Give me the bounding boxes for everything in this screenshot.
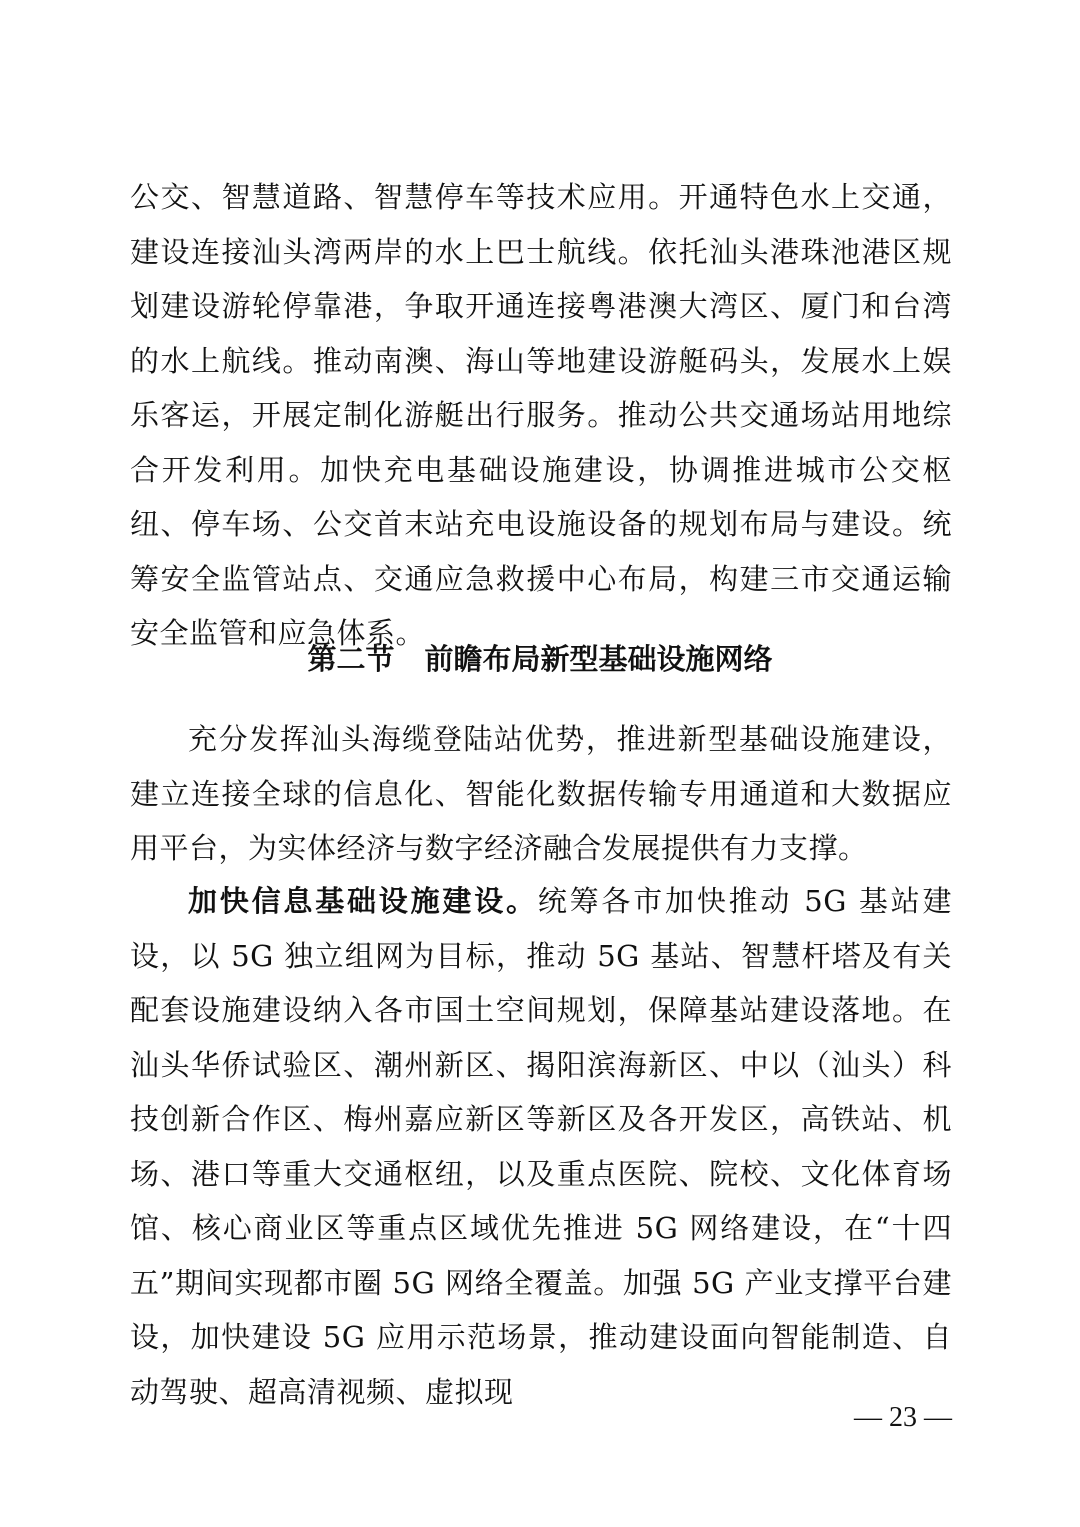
paragraph-info-infrastructure	[130, 874, 952, 1419]
section-label: 第二节	[307, 642, 395, 676]
section-title: 前瞻布局新型基础设施网络	[424, 642, 773, 676]
paragraph-lead-heading: 加快信息基础设施建设。	[188, 884, 538, 918]
paragraph-intro: 充分发挥汕头海缆登陆站优势，推进新型基础设施建设，建立连接全球的信息化、智能化数据传输专用通道和大数据应用平台，为实体经济与数字经济融合发展提供有力支撑。	[130, 722, 952, 865]
page-number: — 23 —	[854, 1402, 952, 1433]
section-heading	[0, 632, 1080, 686]
paragraph-transport: 公交、智慧道路、智慧停车等技术应用。开通特色水上交通，建设连接汕头湾两岸的水上巴士航线。依托汕头港珠池港区规划建设游轮停靠港，争取开通连接粤港澳大湾区、厦门和台湾的水上航线。推动南澳、海山等地建设游艇码头，发展水上娱乐客运，开展定制化游艇出行服务。推动公共交通场站用地综合开发利用。加快充电基础设施建设，协调推进城市公交枢纽、停车场、公交首末站充电设施设备的规划布局与建设。统筹安全监管站点、交通应急救援中心布局，构建三市交通运输安全监管和应急体系。	[130, 180, 952, 650]
paragraph-body: 统筹各市加快推动 5G 基站建设，以 5G 独立组网为目标，推动 5G 基站、智慧杆塔及有关配套设施建设纳入各市国土空间规划，保障基站建设落地。在汕头华侨试验区、潮州新区、揭阳滨海新区、中以（汕头）科技创新合作区、梅州嘉应新区等新区及各开发区，高铁站、机场、港口等重大交通枢纽，以及重点医院、院校、文化体育场馆、核心商业区等重点区域优先推进 5G 网络建设，在“十四五”期间实现都市圈 5G 网络全覆盖。加强 5G 产业支撑平台建设，加快建设 5G 应用示范场景，推动建设面向智能制造、自动驾驶、超高清视频、虚拟现	[130, 884, 952, 1409]
